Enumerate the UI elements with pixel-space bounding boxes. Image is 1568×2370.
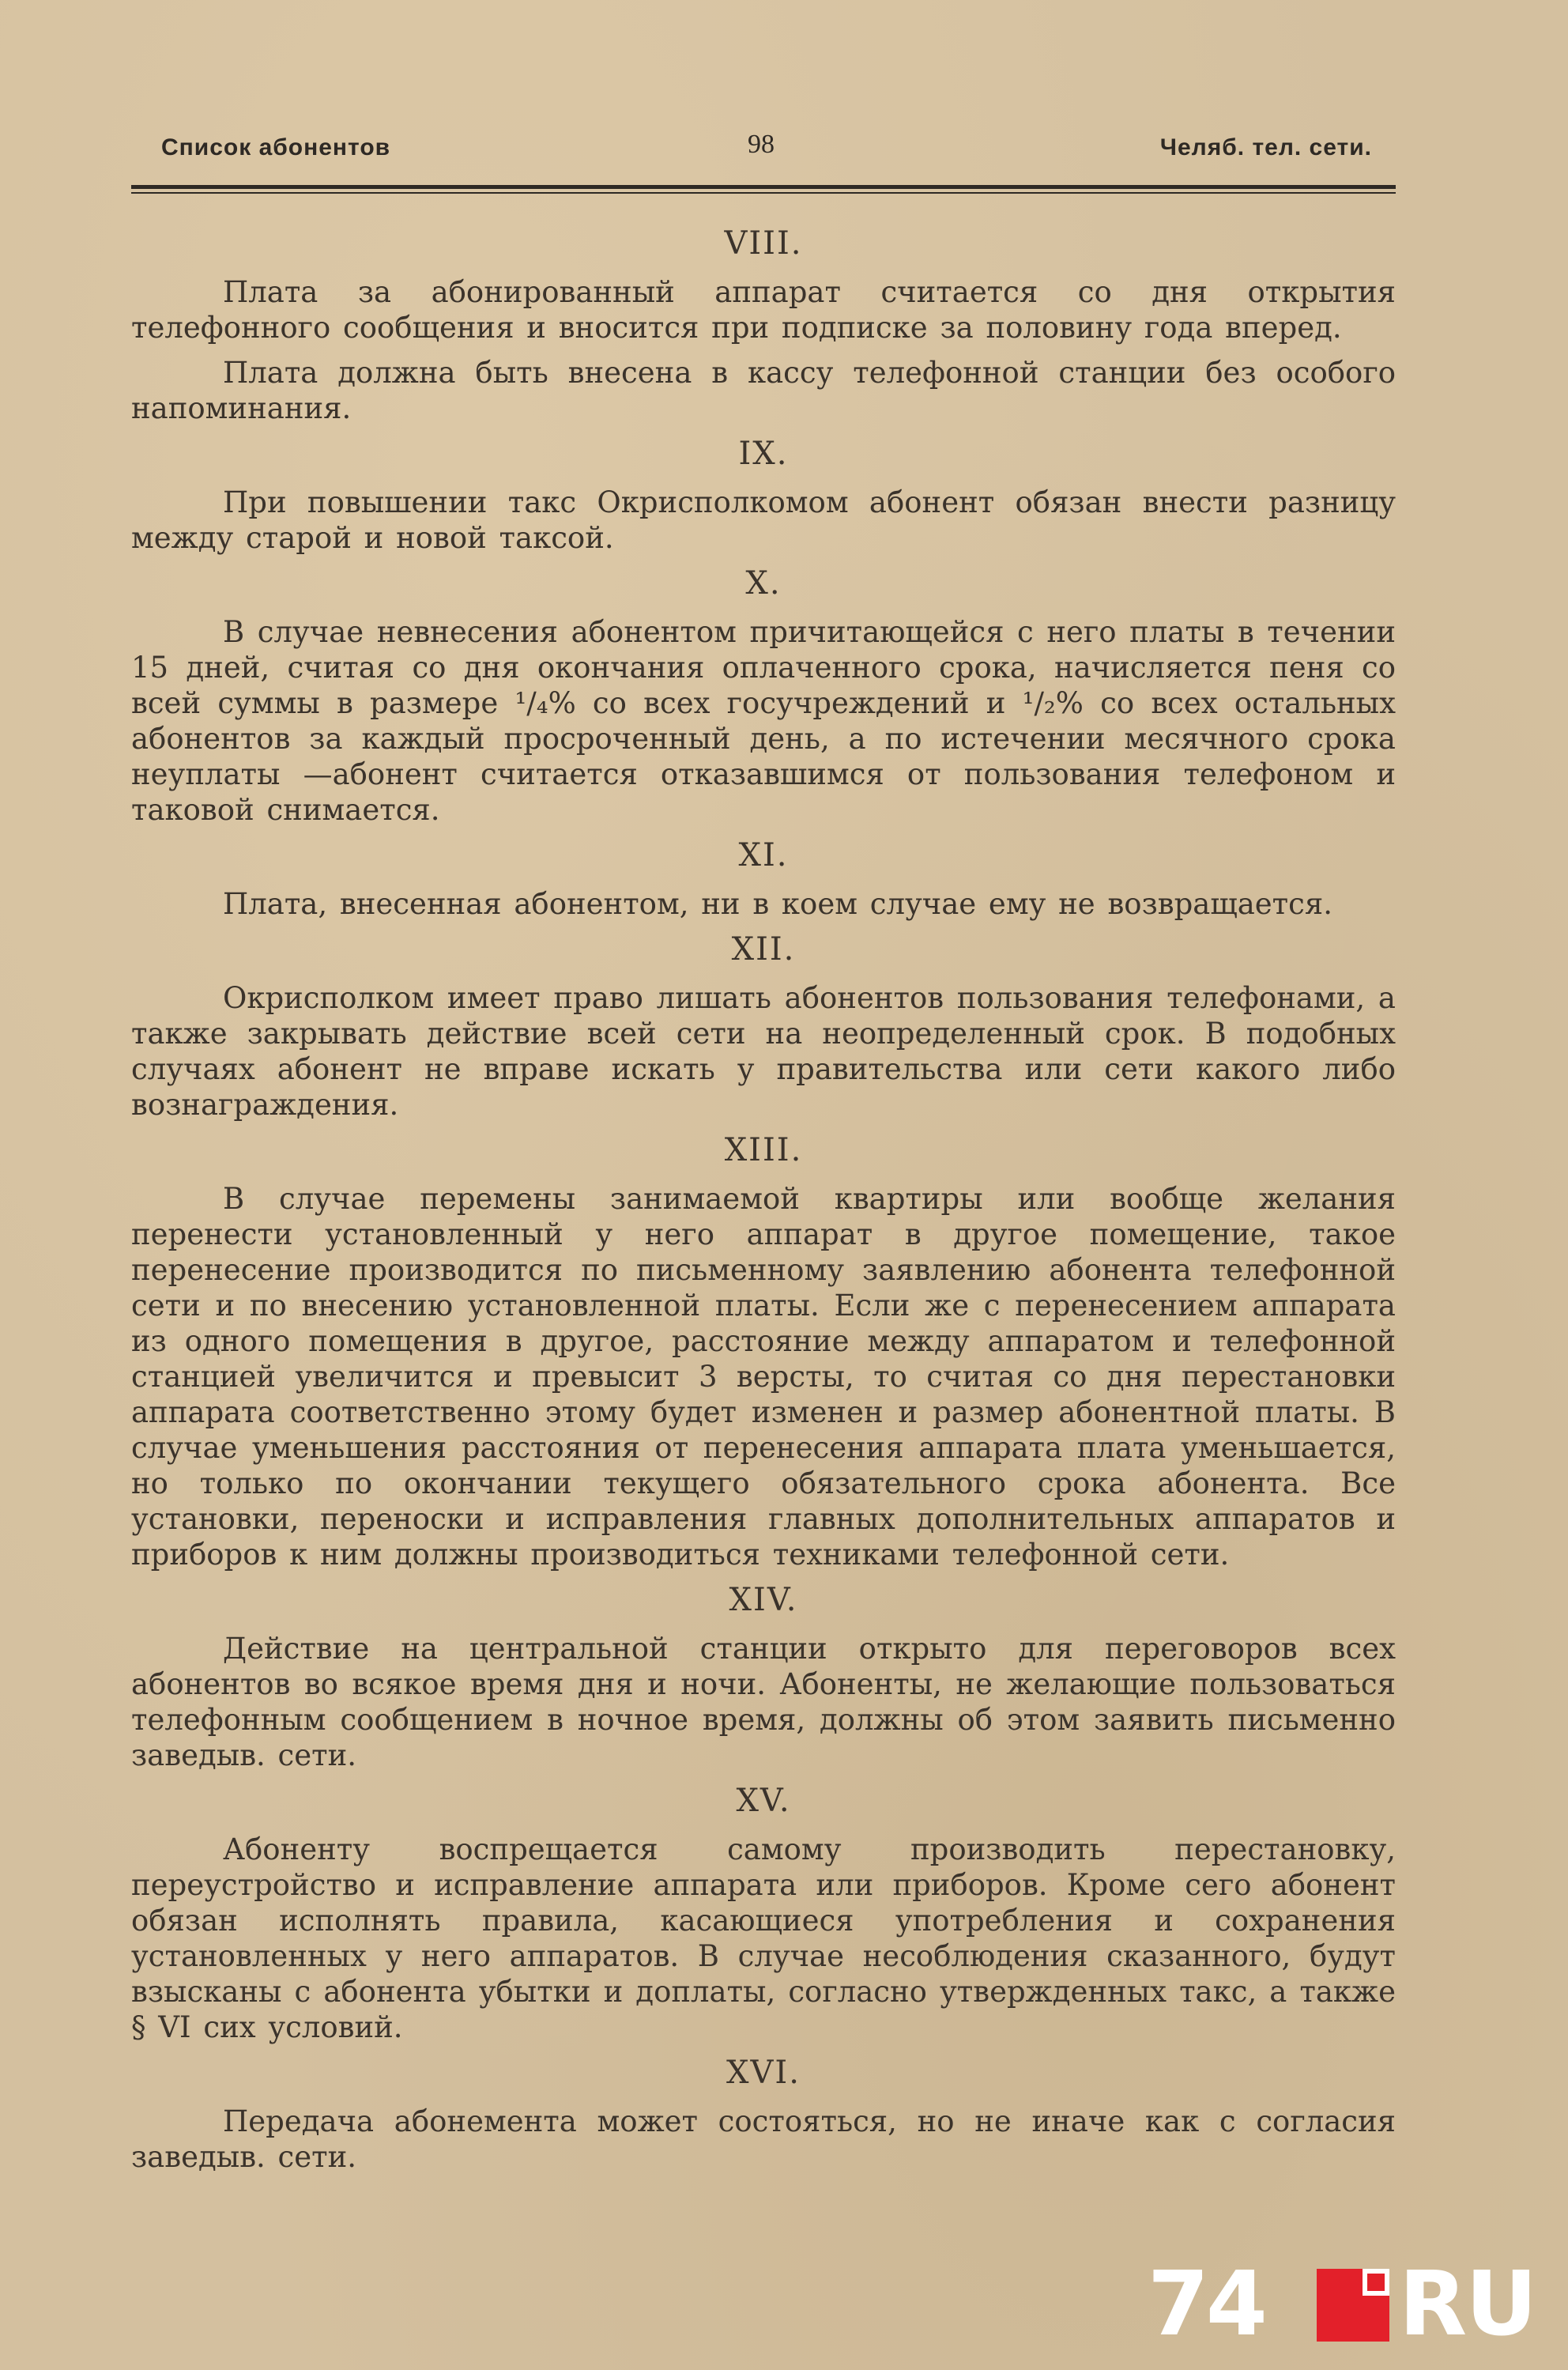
section-heading: XIII. (724, 1132, 803, 1168)
section-paragraph: Действие на центральной станции открыто для переговоров всех абонентов во всякое время дня и ночи. Абоненты, не желающие пользоваться телефонным сообщением в ночное время, должны об этом заявить письменно заведыв. сети. (131, 1632, 1396, 1772)
document-page (131, 126, 1396, 2184)
section-heading: IX. (738, 436, 789, 472)
header-rule-thin (131, 192, 1396, 194)
section-paragraph: В случае перемены занимаемой квартиры или вообще желания перенести установленный у него аппарат в другое помещение, такое перенесение производится по письменному заявлению абонента телефонной сети и по внесению установленной платы. Если же с перенесением аппарата из одного помещения в другое, расстояние между аппаратом и телефонной станцией увеличится и превысит 3 версты, то считая со дня перестановки аппарата соответственно этому будет изменен и размер абонентной платы. В случае уменьшения расстояния от перенесения аппарата плата уменьшается, но только по окончании текущего обязательного срока абонента. Все установки, переноски и исправления главных дополнительных аппаратов и приборов к ним должны производиться техниками телефонной сети. (131, 1182, 1396, 1572)
section-heading: XIV. (729, 1582, 798, 1618)
section-xiii (131, 1132, 1396, 1572)
watermark-logo (1148, 2253, 1551, 2356)
section-paragraph: Плата должна быть внесена в кассу телефонной станции без особого напоминания. (131, 356, 1396, 425)
section-paragraph: В случае невнесения абонентом причитающейся с него платы в течении 15 дней, считая со дня окончания оплаченного срока, начисляется пеня со всей суммы в размере ¹/₄% со всех госучреждений и ¹/₂% со всех остальных абонентов за каждый просроченный день, а по истечении месячного срока неуплаты —абонент считается отказавшимся от пользования телефоном и таковой снимается. (131, 615, 1396, 827)
section-paragraph: Абоненту воспрещается самому производить перестановку, переустройство и исправление аппарата или приборов. Кроме сего абонент обязан исполнять правила, касающиеся употребления и сохранения установленных у него аппаратов. В случае несоблюдения сказанного, будут взысканы с абонента убытки и доплаты, согласно утвержденных такс, а также § VI сих условий. (131, 1832, 1396, 2044)
section-xiv (131, 1582, 1396, 1773)
section-paragraph: При повышении такс Окрисполкомом абонент обязан внести разницу между старой и новой таксой. (131, 485, 1396, 555)
header-title-left: Список абонентов (161, 134, 391, 160)
section-ix (131, 436, 1396, 556)
watermark-suffix: RU (1399, 2253, 1536, 2356)
section-heading: XII. (731, 931, 796, 968)
running-header (131, 126, 1396, 171)
page-number: 98 (748, 130, 775, 159)
section-xv (131, 1783, 1396, 2045)
section-x (131, 565, 1396, 828)
section-xi (131, 837, 1396, 922)
watermark-number: 74 (1148, 2253, 1265, 2356)
section-viii (131, 225, 1396, 426)
header-rule-thick (131, 185, 1396, 189)
section-heading: XVI. (726, 2055, 801, 2091)
section-paragraph: Плата за абонированный аппарат считается со дня открытия телефонного сообщения и вносится при подписке за половину года вперед. (131, 275, 1396, 345)
section-paragraph: Передача абонемента может состояться, но не иначе как с согласия заведыв. сети. (131, 2104, 1396, 2174)
document-body (131, 225, 1396, 2175)
section-heading: X. (745, 565, 782, 602)
section-paragraph: Окрисполком имеет право лишать абонентов пользования телефонами, а также закрывать действие всей сети на неопределенный срок. В подобных случаях абонент не вправе искать у правительства или сети какого либо вознаграждения. (131, 981, 1396, 1122)
watermark-mark-icon (1317, 2269, 1389, 2342)
section-heading: XI. (738, 837, 789, 874)
section-heading: XV. (736, 1783, 791, 1819)
section-heading: VIII. (724, 225, 803, 262)
section-xvi (131, 2055, 1396, 2175)
section-xii (131, 931, 1396, 1123)
section-paragraph: Плата, внесенная абонентом, ни в коем случае ему не возвращается. (223, 887, 1332, 921)
header-title-right: Челяб. тел. сети. (1159, 134, 1372, 160)
